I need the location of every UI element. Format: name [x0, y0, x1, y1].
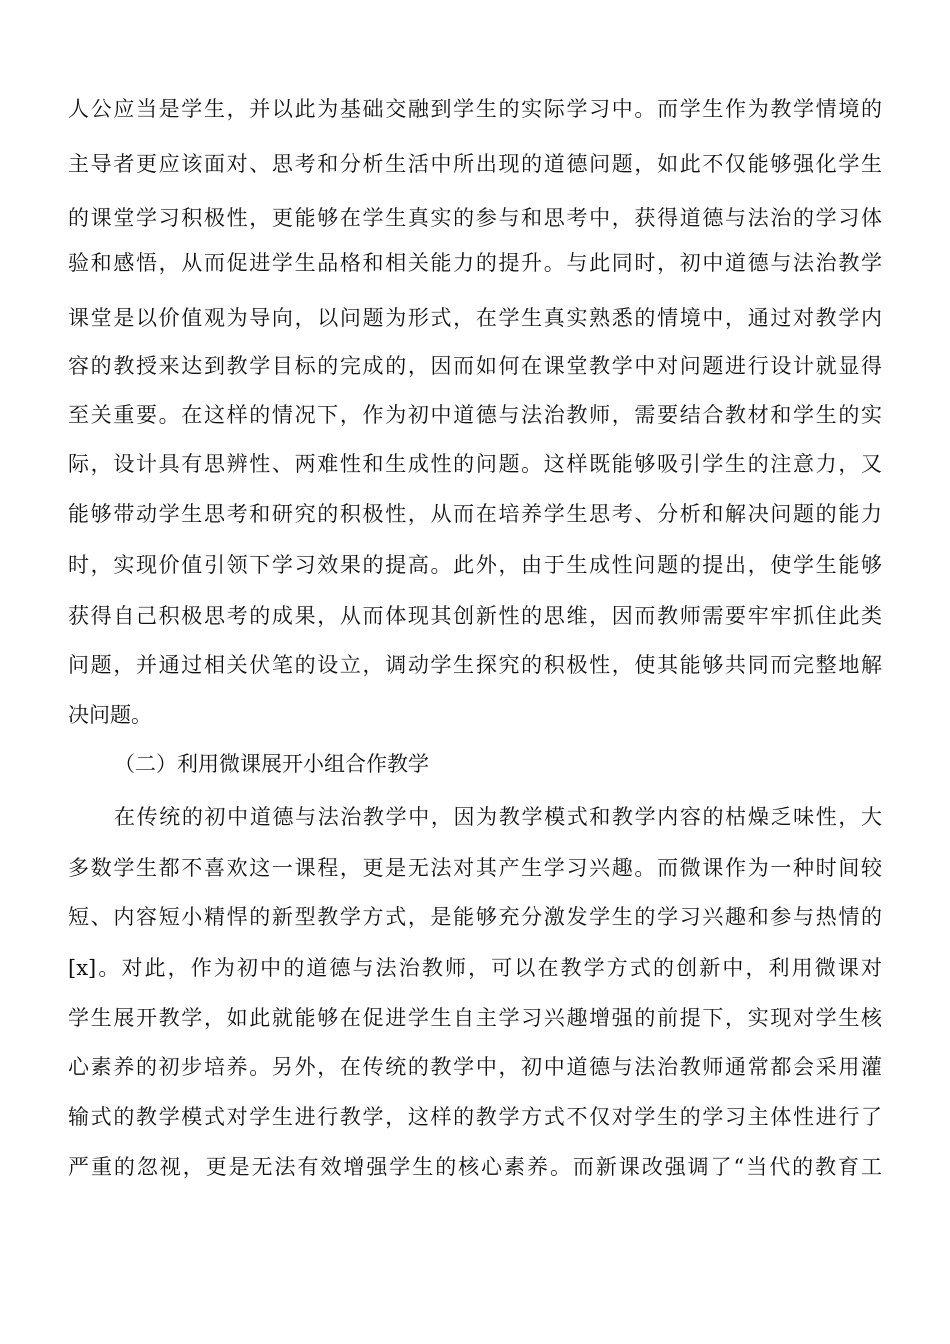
section-heading: （二）利用微课展开小组合作教学 [114, 752, 429, 776]
paragraph-1-line: 人公应当是学生，并以此为基础交融到学生的实际学习中。而学生作为教学情境的 [68, 97, 882, 121]
paragraph-2-line: 在传统的初中道德与法治教学中，因为教学模式和教学内容的枯燥乏味性，大 [114, 805, 882, 829]
paragraph-1-line: 问题，并通过相关伏笔的设立，调动学生探究的积极性，使其能够共同而完整地解 [68, 653, 882, 677]
paragraph-2-line: 严重的忽视，更是无法有效增强学生的核心素养。而新课改强调了“当代的教育工 [68, 1155, 882, 1179]
paragraph-2-line: 学生展开教学，如此就能够在促进学生自主学习兴趣增强的前提下，实现对学生核 [68, 1006, 882, 1030]
paragraph-2-line: 输式的教学模式对学生进行教学，这样的教学方式不仅对学生的学习主体性进行了 [68, 1105, 882, 1129]
paragraph-2-line: 心素养的初步培养。另外，在传统的教学中，初中道德与法治教师通常都会采用灌 [68, 1055, 882, 1079]
paragraph-1-line: 的课堂学习积极性，更能够在学生真实的参与和思考中，获得道德与法治的学习体 [68, 206, 882, 230]
paragraph-1-line: 课堂是以价值观为导向，以问题为形式，在学生真实熟悉的情境中，通过对教学内 [68, 306, 882, 330]
paragraph-2-line: [x]。对此，作为初中的道德与法治教师，可以在教学方式的创新中，利用微课对 [68, 956, 882, 980]
paragraph-1-line: 获得自己积极思考的成果，从而体现其创新性的思维，因而教师需要牢牢抓住此类 [68, 604, 882, 628]
paragraph-1-line: 主导者更应该面对、思考和分析生活中所出现的道德问题，如此不仅能够强化学生 [68, 152, 882, 176]
paragraph-1-line: 决问题。 [68, 703, 152, 727]
paragraph-1-line: 验和感悟，从而促进学生品格和相关能力的提升。与此同时，初中道德与法治教学 [68, 251, 882, 275]
paragraph-2-line: 短、内容短小精悍的新型教学方式，是能够充分激发学生的学习兴趣和参与热情的 [68, 905, 882, 929]
paragraph-1-line: 际，设计具有思辨性、两难性和生成性的问题。这样既能够吸引学生的注意力，又 [68, 452, 882, 476]
paragraph-1-line: 容的教授来达到教学目标的完成的，因而如何在课堂教学中对问题进行设计就显得 [68, 354, 882, 378]
paragraph-1-line: 能够带动学生思考和研究的积极性，从而在培养学生思考、分析和解决问题的能力 [68, 502, 882, 526]
paragraph-2-line: 多数学生都不喜欢这一课程，更是无法对其产生学习兴趣。而微课作为一种时间较 [68, 856, 882, 880]
paragraph-1-line: 时，实现价值引领下学习效果的提高。此外，由于生成性问题的提出，使学生能够 [68, 553, 882, 577]
paragraph-1-line: 至关重要。在这样的情况下，作为初中道德与法治教师，需要结合教材和学生的实 [68, 403, 882, 427]
